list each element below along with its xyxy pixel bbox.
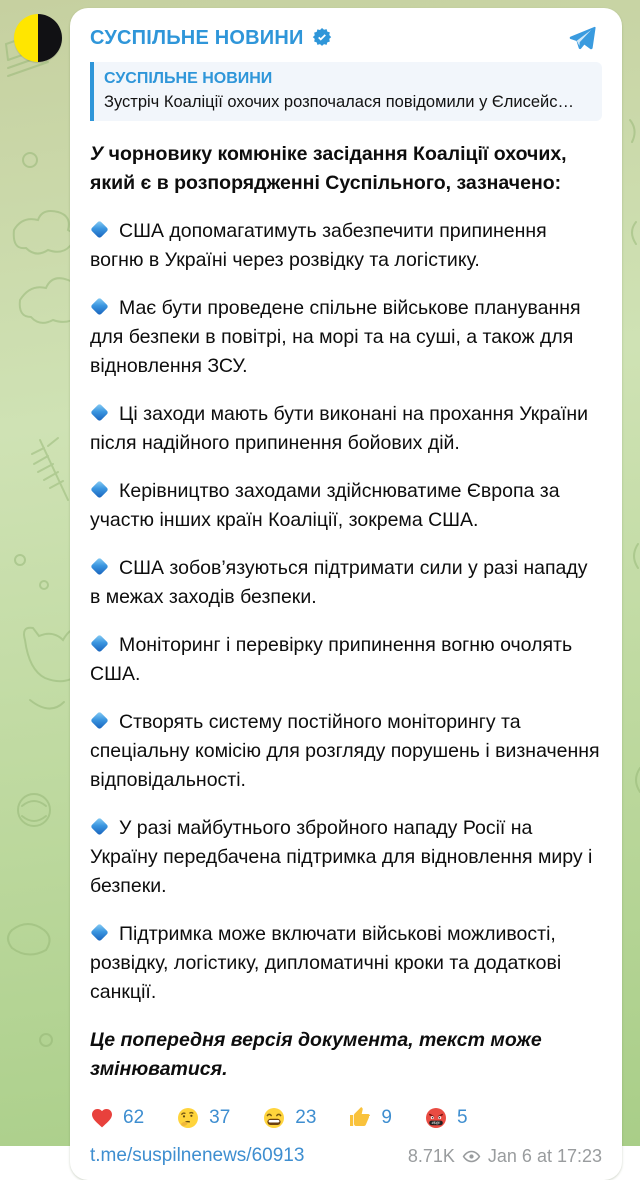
- reaction-count: 23: [295, 1107, 317, 1128]
- blue-diamond-icon: [90, 220, 108, 238]
- quote-channel-title: СУСПІЛЬНЕ НОВИНИ: [104, 70, 273, 87]
- message-header: [90, 24, 602, 52]
- bullet-text: Має бути проведене спільне військове планування для безпеки в повітрі, на морі та на суші, а також для відновлення ЗСУ.: [90, 297, 581, 377]
- reaction-cursing-face[interactable]: [424, 1106, 468, 1130]
- bullet-item: [90, 294, 602, 381]
- post-meta: [408, 1146, 602, 1167]
- svg-text:#$@!: #$@!: [431, 1121, 441, 1126]
- bullet-item: [90, 814, 602, 901]
- reactions-row: [90, 1106, 602, 1130]
- bullet-item: [90, 708, 602, 795]
- blue-diamond-icon: [90, 557, 108, 575]
- beaming-face-icon: [262, 1106, 286, 1130]
- blue-diamond-icon: [90, 711, 108, 729]
- reaction-count: 37: [209, 1107, 231, 1128]
- bullet-text: Керівництво заходами здійснюватиме Європа за участю інших країн Коаліції, зокрема США.: [90, 480, 560, 531]
- message-body: [90, 140, 602, 1084]
- message-bubble: [70, 8, 622, 1180]
- reaction-thumbs-up[interactable]: [348, 1106, 392, 1130]
- bullet-item: [90, 217, 602, 275]
- bullet-item: [90, 631, 602, 689]
- reply-quote[interactable]: [90, 62, 602, 121]
- channel-name[interactable]: СУСПІЛЬНЕ НОВИНИ: [90, 26, 304, 49]
- bullet-text: Створять систему постійного моніторингу та спеціальну комісію для розгляду порушень і визначення відповідальності.: [90, 711, 600, 791]
- telegram-plane-icon[interactable]: [568, 24, 596, 52]
- post-date: Jan 6 at 17:23: [487, 1145, 602, 1166]
- bullet-text: У разі майбутнього збройного нападу Росії на Україну передбачена підтримка для відновлення миру і безпеки.: [90, 817, 593, 897]
- reaction-count: 9: [381, 1107, 392, 1128]
- bullet-text: Ці заходи мають бути виконані на прохання України після надійного припинення бойових дій.: [90, 403, 589, 454]
- bullet-item: [90, 920, 602, 1007]
- red-heart-icon: [90, 1106, 114, 1130]
- blue-diamond-icon: [90, 297, 108, 315]
- bullet-text: Підтримка може включати військові можливості, розвідку, логістику, дипломатичні кроки та додаткові санкції.: [90, 923, 562, 1003]
- blue-diamond-icon: [90, 923, 108, 941]
- blue-diamond-icon: [90, 634, 108, 652]
- quote-snippet: Зустріч Коаліції охочих розпочалася повідомили у Єлисейс…: [104, 93, 575, 111]
- eye-icon: [462, 1147, 481, 1166]
- thinking-face-icon: [176, 1106, 200, 1130]
- bullet-text: Моніторинг і перевірку припинення вогню очолять США.: [90, 634, 573, 685]
- bullet-item: [90, 477, 602, 535]
- channel-avatar[interactable]: [14, 14, 62, 62]
- disclaimer-note: Це попередня версія документа, текст може змінюватися.: [90, 1029, 542, 1080]
- bullet-item: [90, 554, 602, 612]
- quote-accent-bar: [90, 62, 94, 121]
- intro-paragraph: [90, 140, 602, 198]
- reaction-thinking-face[interactable]: [176, 1106, 230, 1130]
- bullet-text: США зобов’язуються підтримати сили у разі нападу в межах заходів безпеки.: [90, 557, 588, 608]
- bullet-item: [90, 400, 602, 458]
- blue-diamond-icon: [90, 403, 108, 421]
- bullet-list: [90, 217, 602, 1007]
- blue-diamond-icon: [90, 480, 108, 498]
- reaction-red-heart[interactable]: [90, 1106, 144, 1130]
- post-link[interactable]: t.me/suspilnenews/60913: [90, 1145, 305, 1166]
- cursing-face-icon: [424, 1106, 448, 1130]
- reaction-beaming-face[interactable]: [262, 1106, 316, 1130]
- bullet-text: США допомагатимуть забезпечити припинення вогню в Україні через розвідку та логістику.: [90, 220, 547, 271]
- intro-rest: чорновику комюніке засідання Коаліції охочих, який є в розпорядженні Суспільного, зазначено:: [90, 143, 567, 194]
- reaction-count: 62: [123, 1107, 145, 1128]
- blue-diamond-icon: [90, 817, 108, 835]
- verified-badge-icon: [312, 28, 332, 48]
- views-count: 8.71K: [407, 1145, 455, 1166]
- footer-meta-row: [90, 1145, 602, 1167]
- thumbs-up-icon: [348, 1106, 372, 1130]
- reaction-count: 5: [457, 1107, 468, 1128]
- intro-lead: У: [90, 143, 104, 165]
